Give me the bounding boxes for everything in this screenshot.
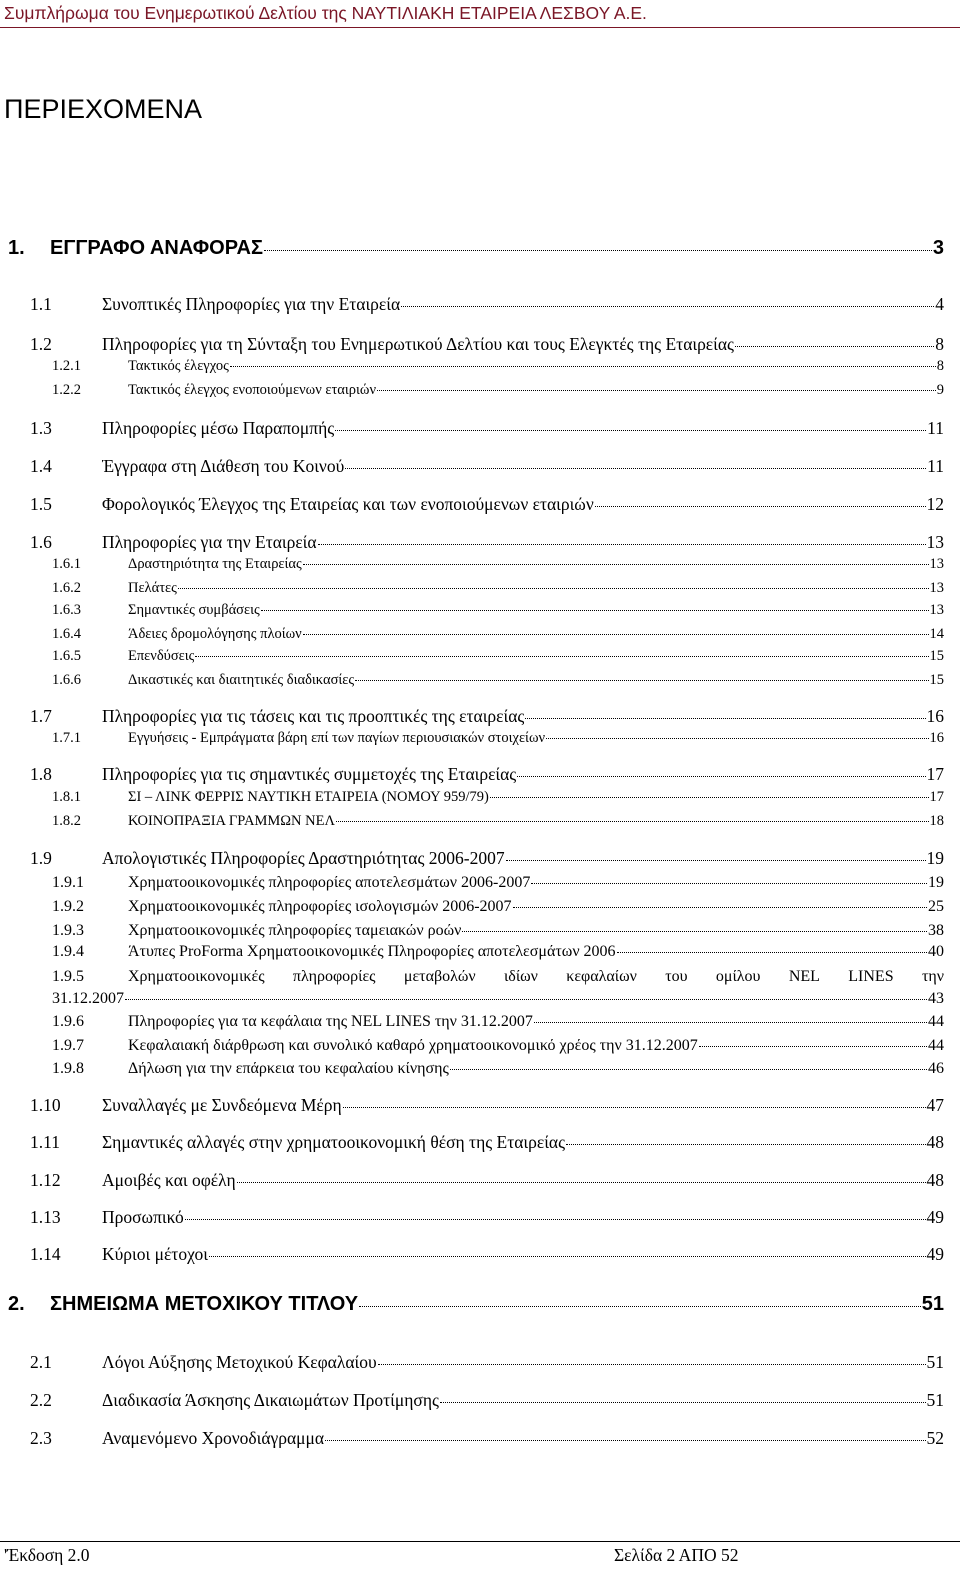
leader-dots — [546, 738, 928, 739]
toc-entry[interactable] — [8, 237, 944, 260]
leader-dots — [335, 430, 926, 431]
leader-dots — [735, 346, 934, 347]
toc-entry-number: 1.2.2 — [52, 382, 81, 398]
toc-entry-number: 1.8.1 — [52, 789, 81, 805]
toc-entry-page: 18 — [929, 813, 944, 829]
toc-entry-title: Συναλλαγές με Συνδεόμενα Μέρη — [102, 1095, 342, 1115]
leader-dots — [178, 588, 929, 589]
toc-entry-page: 17 — [929, 789, 944, 805]
toc-entry-page: 14 — [929, 626, 944, 642]
toc-entry-page: 44 — [928, 1013, 944, 1030]
toc-entry[interactable] — [30, 1428, 944, 1449]
toc-entry[interactable] — [8, 1293, 944, 1316]
toc-entry-title: Άτυπες ProForma Χρηματοοικονομικές Πληροφορίες αποτελεσμάτων 2006 — [128, 943, 616, 960]
leader-dots — [440, 1402, 926, 1403]
leader-dots — [595, 506, 926, 507]
leader-dots — [462, 931, 927, 932]
toc-entry-number: 1.1 — [30, 294, 52, 314]
toc-entry-page: 11 — [927, 418, 944, 438]
toc-entry-title: ΕΓΓΡΑΦΟ ΑΝΑΦΟΡΑΣ — [50, 237, 263, 259]
leader-dots — [336, 821, 929, 822]
toc-entry-page: 9 — [936, 382, 944, 398]
leader-dots — [378, 1364, 926, 1365]
toc-entry-title: Έγγραφα στη Διάθεση του Κοινού — [102, 456, 345, 476]
edition-label: 'Έκδοση 2.0 — [4, 1545, 90, 1565]
leader-dots — [517, 776, 925, 777]
toc-entry[interactable] — [52, 1037, 944, 1055]
leader-dots — [490, 797, 929, 798]
leader-dots — [195, 656, 928, 657]
toc-entry-title: Σημαντικές αλλαγές στην χρηματοοικονομική θέση της Εταιρείας — [102, 1132, 566, 1152]
toc-entry-title: Πληροφορίες για την Εταιρεία — [102, 532, 317, 552]
toc-entry[interactable] — [30, 532, 944, 553]
toc-entry-page: 47 — [926, 1095, 944, 1115]
toc-entry-page: 11 — [927, 456, 944, 476]
toc-entry-number: 1.3 — [30, 418, 52, 438]
toc-entry-number: 1.9.1 — [52, 874, 84, 891]
leader-dots — [209, 1256, 926, 1257]
toc-entry-page: 13 — [929, 580, 944, 596]
toc-entry-number: 1.9 — [30, 848, 52, 868]
toc-entry-number: 1.8.2 — [52, 813, 81, 829]
toc-entry-number: 1.6.3 — [52, 602, 81, 618]
toc-entry-title: Προσωπικό — [102, 1207, 184, 1227]
toc-entry-page: 48 — [926, 1132, 944, 1152]
toc-entry-number: 2.3 — [30, 1428, 52, 1448]
toc-entry-title: Σημαντικές συμβάσεις — [128, 602, 260, 618]
toc-entry-number: 1.11 — [30, 1132, 60, 1152]
toc-entry-page: 13 — [929, 556, 944, 572]
leader-dots — [617, 952, 927, 953]
toc-entry[interactable] — [30, 456, 944, 477]
leader-dots — [343, 1107, 926, 1108]
toc-entry-number: 1. — [8, 237, 25, 259]
page-number-label: Σελίδα 2 ΑΠΟ 52 — [614, 1545, 739, 1565]
footer-rule — [0, 1541, 960, 1542]
toc-entry-page: 16 — [926, 706, 944, 726]
toc-entry-number: 1.14 — [30, 1244, 61, 1264]
toc-entry[interactable] — [30, 334, 944, 355]
toc-entry-number: 1.8 — [30, 764, 52, 784]
leader-dots — [513, 907, 927, 908]
toc-entry-page: 46 — [928, 1060, 944, 1077]
toc-entry[interactable] — [30, 1132, 944, 1153]
toc-entry[interactable] — [30, 1170, 944, 1191]
toc-entry-title: Διαδικασία Άσκησης Δικαιωμάτων Προτίμησης — [102, 1390, 439, 1410]
toc-entry-title: Πληροφορίες για τη Σύνταξη του Ενημερωτικού Δελτίου και τους Ελεγκτές της Εταιρείας — [102, 334, 734, 354]
toc-entry-title: Χρηματοοικονομικές πληροφορίες ισολογισμών 2006-2007 — [128, 898, 512, 915]
header-rule — [0, 27, 960, 28]
toc-entry-title: Επενδύσεις — [128, 648, 195, 664]
toc-entry[interactable] — [52, 1060, 944, 1078]
toc-entry-page: 16 — [929, 730, 944, 746]
toc-entry-number: 1.2 — [30, 334, 52, 354]
toc-entry[interactable] — [30, 1095, 944, 1116]
toc-entry[interactable] — [52, 730, 944, 747]
toc-entry-number: 2. — [8, 1293, 25, 1315]
toc-entry-page: 40 — [928, 943, 944, 960]
toc-entry-page: 51 — [921, 1293, 944, 1315]
leader-dots — [325, 1440, 925, 1441]
toc-entry-title: Πληροφορίες για τις τάσεις και τις προοπτικές της εταιρείας — [102, 706, 525, 726]
toc-entry-number: 1.9.4 — [52, 943, 84, 960]
toc-entry-title: Κύριοι μέτοχοι — [102, 1244, 208, 1264]
toc-entry[interactable] — [52, 672, 944, 689]
toc-entry-title: Συνοπτικές Πληροφορίες για την Εταιρεία — [102, 294, 401, 314]
toc-entry-page: 51 — [926, 1352, 944, 1372]
toc-entry-number: 1.6.1 — [52, 556, 81, 572]
toc-entry[interactable] — [30, 706, 944, 727]
toc-entry-number: 2.1 — [30, 1352, 52, 1372]
toc-entry[interactable] — [52, 922, 944, 940]
document-header: Συμπλήρωμα του Ενημερωτικού Δελτίου της ΝΑΥΤΙΛΙΑΚΗ ΕΤΑΙΡΕΙΑ ΛΕΣΒΟΥ Α.Ε. — [4, 3, 647, 23]
leader-dots — [531, 883, 927, 884]
leader-dots — [261, 610, 929, 611]
toc-entry-page: 17 — [926, 764, 944, 784]
toc-entry-page: 13 — [929, 602, 944, 618]
leader-dots — [699, 1046, 927, 1047]
toc-entry[interactable] — [30, 848, 944, 869]
toc-title: ΠΕΡΙΕΧΟΜΕΝΑ — [4, 94, 203, 124]
toc-entry[interactable] — [52, 382, 944, 399]
toc-entry-number: 2.2 — [30, 1390, 52, 1410]
toc-entry[interactable] — [52, 943, 944, 961]
toc-entry-title: Πελάτες — [128, 580, 177, 596]
toc-entry-number: 1.12 — [30, 1170, 61, 1190]
toc-entry[interactable] — [52, 358, 944, 375]
toc-entry-page: 44 — [928, 1037, 944, 1054]
toc-entry-page: 3 — [932, 237, 944, 259]
toc-entry-title: Κεφαλαιακή διάρθρωση και συνολικό καθαρό χρηματοοικονομικό χρέος την 31.12.2007 — [128, 1037, 698, 1054]
toc-entry-title: Δικαστικές και διαιτητικές διαδικασίες — [128, 672, 355, 688]
toc-entry-number: 1.9.5 — [52, 968, 84, 985]
leader-dots — [318, 544, 926, 545]
toc-entry-page: 38 — [928, 922, 944, 939]
toc-entry-title: Τακτικός έλεγχος — [128, 358, 229, 374]
leader-dots — [303, 564, 929, 565]
toc-entry[interactable] — [30, 494, 944, 515]
toc-entry-number: 1.6.2 — [52, 580, 81, 596]
toc-entry-page: 48 — [926, 1170, 944, 1190]
toc-entry-title: Πληροφορίες για τις σημαντικές συμμετοχές της Εταιρείας — [102, 764, 517, 784]
toc-entry-number: 1.2.1 — [52, 358, 81, 374]
leader-dots — [525, 718, 925, 719]
toc-entry-number: 1.7 — [30, 706, 52, 726]
toc-entry-number: 1.13 — [30, 1207, 61, 1227]
leader-dots — [237, 1182, 926, 1183]
toc-entry[interactable] — [52, 602, 944, 619]
leader-dots — [359, 1306, 921, 1307]
toc-entry[interactable] — [30, 294, 944, 315]
toc-entry[interactable] — [52, 789, 944, 806]
toc-entry-page: 49 — [926, 1244, 944, 1264]
toc-entry[interactable] — [30, 1352, 944, 1373]
toc-entry-number: 1.7.1 — [52, 730, 81, 746]
leader-dots — [377, 390, 936, 391]
toc-entry-title: Χρηματοοικονομικές πληροφορίες αποτελεσμάτων 2006-2007 — [128, 874, 531, 891]
leader-dots — [125, 999, 927, 1000]
leader-dots — [230, 366, 936, 367]
toc-entry-page: 52 — [926, 1428, 944, 1448]
toc-entry-title: Πληροφορίες μέσω Παραπομπής — [102, 418, 335, 438]
toc-entry-title: Χρηματοοικονομικές πληροφορίες μεταβολών ιδίων κεφαλαίων του ομίλου NEL LINES την — [128, 968, 944, 985]
toc-entry[interactable] — [52, 580, 944, 597]
toc-entry-number: 1.6.4 — [52, 626, 81, 642]
toc-entry-title: Αμοιβές και οφέλη — [102, 1170, 236, 1190]
toc-entry-number: 1.9.2 — [52, 898, 84, 915]
leader-dots — [566, 1144, 925, 1145]
toc-entry-title: Δραστηριότητα της Εταιρείας — [128, 556, 302, 572]
toc-entry-number: 1.10 — [30, 1095, 61, 1115]
leader-dots — [534, 1022, 927, 1023]
toc-entry-title: Αναμενόμενο Χρονοδιάγραμμα — [102, 1428, 325, 1448]
toc-entry-page: 43 — [928, 990, 944, 1007]
toc-entry[interactable] — [52, 648, 944, 665]
leader-dots — [401, 306, 934, 307]
toc-entry[interactable] — [30, 1244, 944, 1265]
toc-entry[interactable] — [52, 813, 944, 830]
toc-entry[interactable] — [52, 556, 944, 573]
toc-entry-title: ΚΟΙΝΟΠΡΑΞΙΑ ΓΡΑΜΜΩΝ ΝΕΛ — [128, 813, 335, 829]
toc-entry-number: 1.5 — [30, 494, 52, 514]
toc-entry-page: 25 — [928, 898, 944, 915]
toc-entry[interactable] — [30, 1390, 944, 1411]
toc-entry-number: 1.9.7 — [52, 1037, 84, 1054]
leader-dots — [303, 634, 929, 635]
leader-dots — [264, 250, 932, 251]
toc-entry-page: 15 — [929, 672, 944, 688]
toc-entry-page: 4 — [935, 294, 944, 314]
toc-entry[interactable] — [52, 968, 944, 986]
toc-entry-page: 49 — [926, 1207, 944, 1227]
toc-entry-number: 1.9.3 — [52, 922, 84, 939]
leader-dots — [185, 1219, 926, 1220]
toc-entry-title: Πληροφορίες για τα κεφάλαια της NEL LINES την 31.12.2007 — [128, 1013, 533, 1030]
toc-entry-title: Λόγοι Αύξησης Μετοχικού Κεφαλαίου — [102, 1352, 377, 1372]
toc-entry-page: 12 — [926, 494, 944, 514]
toc-entry-title: ΣΙ – ΛΙΝΚ ΦΕΡΡΙΣ ΝΑΥΤΙΚΗ ΕΤΑΙΡΕΙΑ (ΝΟΜΟΥ 959/79) — [128, 789, 489, 805]
toc-entry-title: Εγγυήσεις - Εμπράγματα βάρη επί των παγίων περιουσιακών στοιχείων — [128, 730, 546, 746]
toc-entry-title: Δήλωση για την επάρκεια του κεφαλαίου κίνησης — [128, 1060, 449, 1077]
toc-entry-title: Άδειες δρομολόγησης πλοίων — [128, 626, 302, 642]
toc-entry-number: 1.4 — [30, 456, 52, 476]
toc-entry-number: 1.9.8 — [52, 1060, 84, 1077]
toc-entry-title-cont: 31.12.2007 — [52, 990, 124, 1007]
leader-dots — [355, 680, 928, 681]
toc-entry-page: 15 — [929, 648, 944, 664]
toc-entry-number: 1.6 — [30, 532, 52, 552]
toc-entry-title: ΣΗΜΕΙΩΜΑ ΜΕΤΟΧΙΚΟΥ ΤΙΤΛΟΥ — [50, 1293, 359, 1315]
toc-entry-page: 8 — [935, 334, 944, 354]
toc-entry-title: Χρηματοοικονομικές πληροφορίες ταμειακών ροών — [128, 922, 462, 939]
toc-entry-number: 1.9.6 — [52, 1013, 84, 1030]
toc-entry-page: 13 — [926, 532, 944, 552]
toc-entry[interactable] — [52, 874, 944, 892]
leader-dots — [506, 860, 926, 861]
toc-entry[interactable] — [30, 1207, 944, 1228]
toc-entry[interactable] — [52, 626, 944, 643]
toc-entry[interactable] — [30, 418, 944, 439]
toc-entry[interactable] — [52, 1013, 944, 1031]
toc-entry-title: Απολογιστικές Πληροφορίες Δραστηριότητας 2006-2007 — [102, 848, 505, 868]
leader-dots — [345, 468, 926, 469]
toc-entry[interactable] — [52, 898, 944, 916]
toc-entry[interactable] — [30, 764, 944, 785]
toc-entry-title: Τακτικός έλεγχος ενοποιούμενων εταιριών — [128, 382, 377, 398]
toc-entry-title: Φορολογικός Έλεγχος της Εταιρείας και των ενοποιούμενων εταιριών — [102, 494, 594, 514]
toc-entry-number: 1.6.5 — [52, 648, 81, 664]
toc-entry-continuation[interactable] — [52, 990, 944, 1008]
leader-dots — [450, 1069, 927, 1070]
toc-entry-number: 1.6.6 — [52, 672, 81, 688]
toc-entry-page: 8 — [936, 358, 944, 374]
toc-entry-page: 51 — [926, 1390, 944, 1410]
toc-entry-page: 19 — [928, 874, 944, 891]
toc-entry-page: 19 — [926, 848, 944, 868]
